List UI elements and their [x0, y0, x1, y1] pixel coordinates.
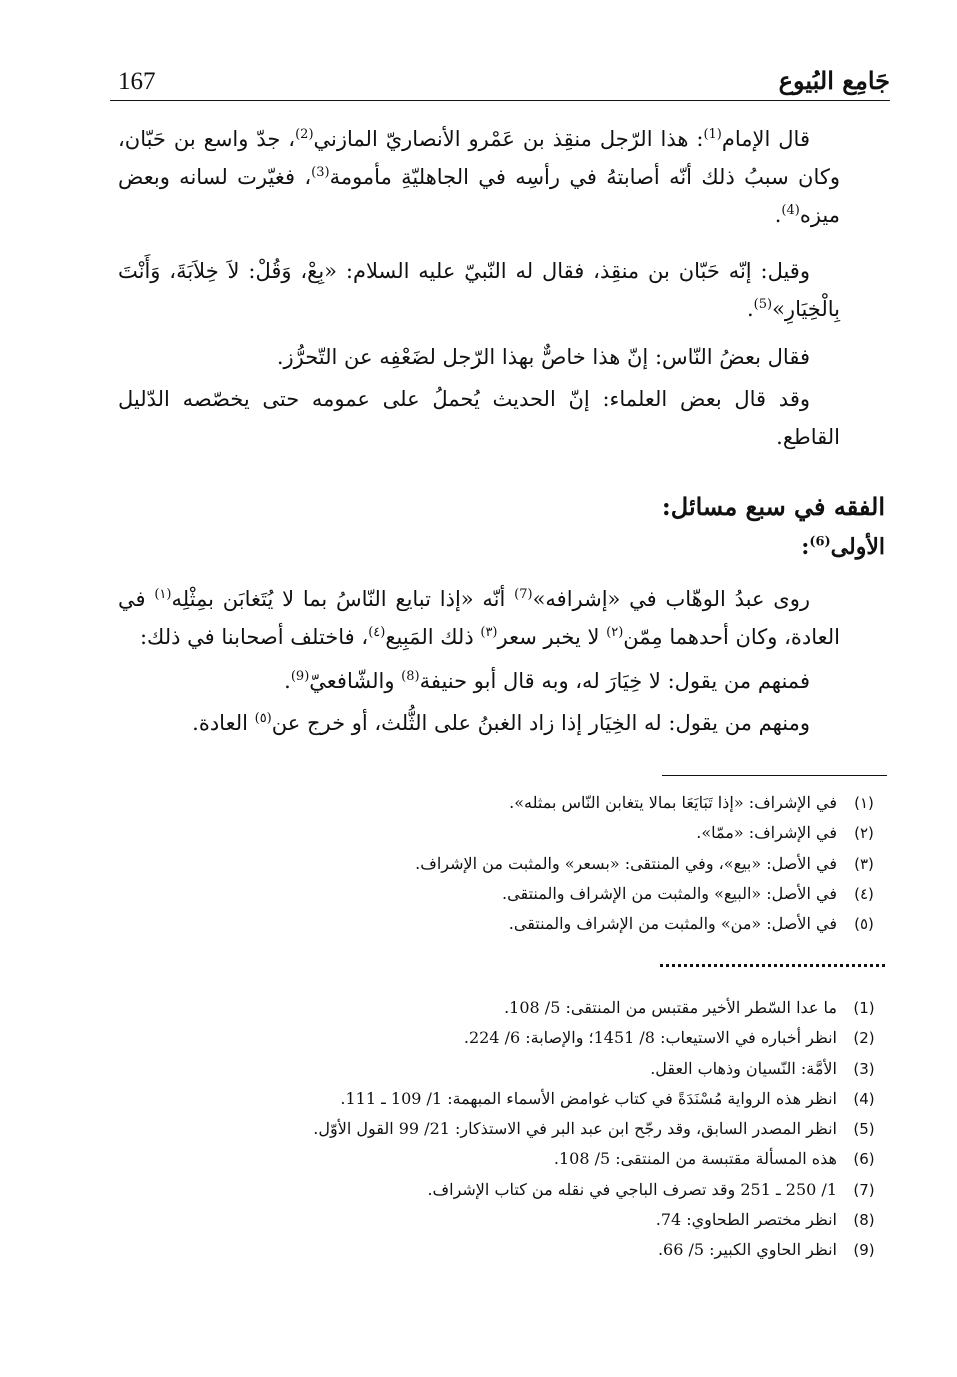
footnote-number: (4)	[853, 1089, 875, 1108]
source-footnote	[150, 1205, 885, 1235]
running-title: جَامِع البُيوع	[778, 66, 890, 95]
page-header	[110, 66, 890, 102]
source-footnote	[150, 1144, 885, 1174]
footnote-dotted-separator	[660, 964, 885, 967]
source-footnote	[150, 1084, 885, 1114]
footnote-text: 1/ 250 ـ 251 وقد تصرف الباجي في نقله من كتاب الإشراف.	[427, 1179, 837, 1199]
footnote-number: (7)	[853, 1180, 875, 1199]
footnote-text: في الإشراف: «ممّا».	[696, 823, 837, 843]
editor-footnote	[150, 818, 885, 848]
source-footnote	[150, 1054, 885, 1084]
footnote-text: في الأصل: «بيع»، وفي المنتقى: «بسعر» والمثبت من الإشراف.	[415, 853, 837, 873]
footnote-text: في الأصل: «البيع» والمثبت من الإشراف والمنتقى.	[502, 883, 837, 903]
editor-footnote	[150, 849, 885, 879]
footnote-number: (5)	[853, 1120, 875, 1139]
footnote-number: (٥)	[854, 915, 874, 934]
footnote-text: الأمَّة: النّسيان وذهاب العقل.	[650, 1058, 837, 1078]
paragraph-1: قال الإمام$^{(1)}$: هذا الرّجل منقِذ بن عَمْرو الأنصاريّ المازني$^{(2)}$، جدّ واسع بن حَبّان، وكان سببُ ذلك أنّه أصابتهُ في رأسِه في الجاهليّةِ مأمومة$^{(3)}$، فغيّرت لسانه وبعض ميزه$^{(4)}$.	[118, 127, 840, 227]
source-footnote	[150, 1114, 885, 1144]
footnote-text: في الإشراف: «إذا تَبَايَعَا بمالا يتغابن النّاس بمثله».	[509, 793, 837, 812]
footnote-text: انظر المصدر السابق، وقد رجّح ابن عبد البر في الاستذكار: 21/ 99 القول الأوّل.	[313, 1119, 837, 1139]
paragraph-4: وقد قال بعض العلماء: إنّ الحديث يُحملُ على عمومه حتى يخصّصه الدّليل القاطع.	[118, 387, 840, 449]
paragraph-6: فمنهم من يقول: لا خِيَارَ له، وبه قال أبو حنيفة$^{(8)}$ والشّافعيّ$^{(9)}$.	[284, 669, 810, 693]
editor-footnote	[150, 788, 885, 818]
footnote-number: (١)	[854, 794, 874, 812]
paragraph-7: ومنهم من يقول: له الخِيَار إذا زاد الغبنُ على الثُّلث، أو خرج عن$^{(٥)}$ العادة.	[192, 711, 810, 735]
source-footnote	[150, 1175, 885, 1205]
footnote-text: انظر أخباره في الاستيعاب: 8/ 1451؛ والإصابة: 6/ 224.	[463, 1028, 837, 1048]
footnote-number: (٣)	[854, 854, 874, 873]
footnote-number: (9)	[853, 1241, 875, 1260]
source-footnote	[150, 1235, 885, 1265]
footnote-number: (٤)	[854, 884, 874, 903]
footnote-number: (3)	[853, 1059, 875, 1078]
footnote-number: (٢)	[854, 824, 874, 843]
header-rule	[110, 100, 890, 101]
footnote-text: انظر هذه الرواية مُسْنَدَةً في كتاب غوامض الأسماء المبهمة: 1/ 109 ـ 111.	[340, 1088, 837, 1108]
page-number: 167	[118, 68, 156, 95]
footnote-number: (6)	[853, 1150, 875, 1169]
subsection-heading: الأولى$^{(6)}$:	[801, 534, 885, 560]
footnote-text: انظر الحاوي الكبير: 5/ 66.	[657, 1240, 837, 1260]
footnote-text: هذه المسألة مقتبسة من المنتقى: 5/ 108.	[553, 1149, 837, 1169]
footnote-text: انظر مختصر الطحاوي: 74.	[655, 1210, 837, 1230]
section-heading: الفقه في سبع مسائل:	[661, 492, 885, 521]
editor-footnotes	[150, 788, 885, 939]
paragraph-2: وقيل: إنّه حَبّان بن منقِذ، فقال له النّبيّ عليه السلام: «بِعْ، وَقُلْ: لاَ خِلاَبَةَ، وَأَنْتَ بِالْخِيَارِ»$^{(5)}$.	[118, 259, 840, 321]
paragraph-3: فقال بعضُ النّاس: إنّ هذا خاصٌّ بهذا الرّجل لضَعْفِه عن التّحرُّز.	[276, 345, 810, 369]
source-footnote	[150, 1023, 885, 1053]
editor-footnote	[150, 879, 885, 909]
footnote-text: في الأصل: «من» والمثبت من الإشراف والمنتقى.	[508, 914, 837, 934]
footnote-number: (1)	[853, 999, 875, 1017]
footnote-separator	[662, 775, 887, 776]
source-footnotes	[150, 993, 885, 1266]
source-footnote	[150, 993, 885, 1023]
footnote-number: (2)	[853, 1029, 875, 1048]
paragraph-5: روى عبدُ الوهّاب في «إشرافه»$^{(7)}$ أنّه «إذا تبايع النّاسُ بما لا يُتَغابَن بمِثْلِه$^{(١)}$ في العادة، وكان أحدهما مِمّن$^{(٢)}$ لا يخبر سعر$^{(٣)}$ ذلك المَبِيع$^{(٤)}$، فاختلف أصحابنا في ذلك:	[118, 587, 840, 649]
editor-footnote	[150, 909, 885, 939]
footnote-number: (8)	[853, 1211, 875, 1230]
footnote-text: ما عدا السّطر الأخير مقتبس من المنتقى: 5/ 108.	[504, 998, 837, 1017]
